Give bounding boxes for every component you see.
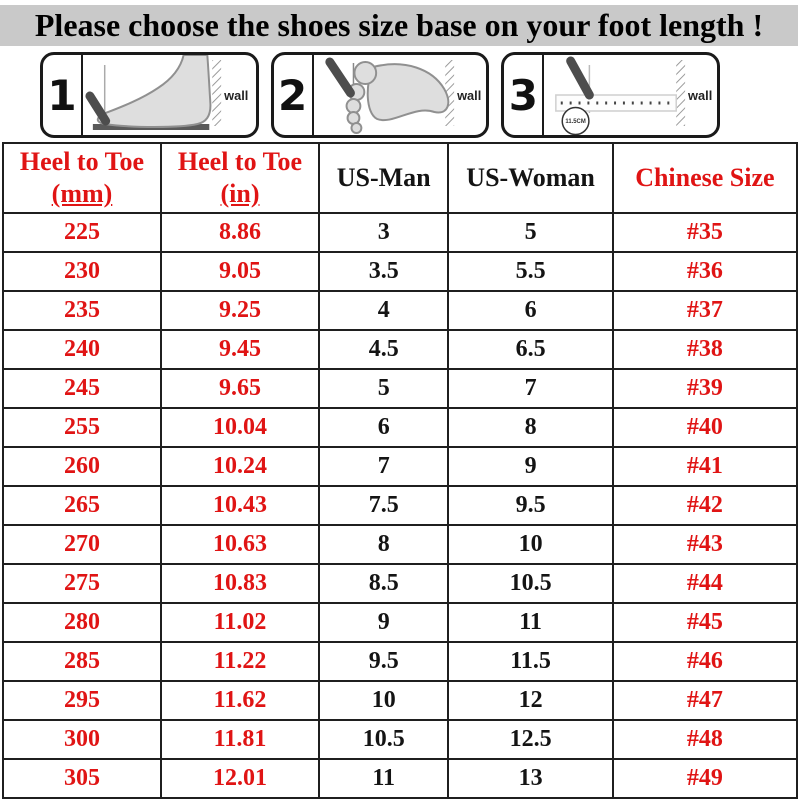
wall-label: wall: [688, 87, 713, 104]
cell-heel-mm: 260: [3, 447, 161, 486]
cell-heel-in: 11.22: [161, 642, 319, 681]
cell-heel-in: 12.01: [161, 759, 319, 798]
wall-hatch: [212, 60, 221, 126]
cell-us-man: 3: [319, 213, 448, 252]
size-table-body: [3, 213, 797, 798]
table-row: [3, 408, 797, 447]
cell-heel-mm: 225: [3, 213, 161, 252]
table-row: [3, 525, 797, 564]
cell-heel-in: 9.45: [161, 330, 319, 369]
cell-us-woman: 12: [448, 681, 612, 720]
cell-chinese-size: #48: [613, 720, 797, 759]
cell-chinese-size: #39: [613, 369, 797, 408]
step-3: [501, 52, 720, 138]
cell-us-woman: 5.5: [448, 252, 612, 291]
step-1-art: [83, 55, 256, 135]
cell-heel-in: 10.04: [161, 408, 319, 447]
col-header-us-woman: US-Woman: [448, 143, 612, 213]
page-title: Please choose the shoes size base on your foot length !: [0, 5, 798, 46]
cell-chinese-size: #43: [613, 525, 797, 564]
cell-heel-mm: 270: [3, 525, 161, 564]
table-row: [3, 330, 797, 369]
cell-heel-mm: 230: [3, 252, 161, 291]
step-1: [40, 52, 259, 138]
table-row: [3, 681, 797, 720]
wall-label: wall: [224, 87, 249, 104]
cell-us-woman: 9: [448, 447, 612, 486]
cell-us-man: 10.5: [319, 720, 448, 759]
cell-us-man: 10: [319, 681, 448, 720]
cell-chinese-size: #44: [613, 564, 797, 603]
cell-chinese-size: #45: [613, 603, 797, 642]
cell-heel-in: 9.65: [161, 369, 319, 408]
table-row: [3, 603, 797, 642]
step-2-art: [314, 55, 487, 135]
cell-us-woman: 13: [448, 759, 612, 798]
ruler-measurement-icon: [544, 55, 717, 135]
cell-us-man: 8: [319, 525, 448, 564]
cell-heel-mm: 235: [3, 291, 161, 330]
cell-chinese-size: #37: [613, 291, 797, 330]
cell-us-woman: 8: [448, 408, 612, 447]
cell-us-man: 7.5: [319, 486, 448, 525]
foot-icon: [98, 55, 211, 127]
cell-chinese-size: #41: [613, 447, 797, 486]
toe-icon: [351, 123, 361, 133]
step-2-number: 2: [274, 55, 314, 135]
step-3-number: 3: [504, 55, 544, 135]
cell-us-woman: 6.5: [448, 330, 612, 369]
table-row: [3, 447, 797, 486]
col-header-heel-in: [161, 143, 319, 213]
cell-chinese-size: #35: [613, 213, 797, 252]
cell-chinese-size: #40: [613, 408, 797, 447]
cell-heel-in: 8.86: [161, 213, 319, 252]
table-row: [3, 213, 797, 252]
cell-heel-mm: 300: [3, 720, 161, 759]
foot-side-view-icon: [83, 55, 256, 135]
cell-heel-in: 10.63: [161, 525, 319, 564]
cell-heel-in: 11.02: [161, 603, 319, 642]
cell-heel-mm: 295: [3, 681, 161, 720]
cell-heel-in: 11.62: [161, 681, 319, 720]
table-row: [3, 291, 797, 330]
cell-us-woman: 12.5: [448, 720, 612, 759]
col-header-heel-mm: [3, 143, 161, 213]
table-row: [3, 720, 797, 759]
cell-heel-mm: 280: [3, 603, 161, 642]
cell-heel-in: 10.83: [161, 564, 319, 603]
cell-us-man: 8.5: [319, 564, 448, 603]
cell-us-man: 6: [319, 408, 448, 447]
cell-us-man: 11: [319, 759, 448, 798]
size-table-header: [3, 143, 797, 213]
cell-heel-mm: 305: [3, 759, 161, 798]
cell-heel-in: 10.24: [161, 447, 319, 486]
cell-us-man: 7: [319, 447, 448, 486]
cell-us-woman: 7: [448, 369, 612, 408]
cell-chinese-size: #36: [613, 252, 797, 291]
cell-heel-mm: 245: [3, 369, 161, 408]
foot-sole-icon: [367, 64, 448, 120]
cell-chinese-size: #46: [613, 642, 797, 681]
cell-chinese-size: #47: [613, 681, 797, 720]
step-1-number: 1: [43, 55, 83, 135]
step-2: [271, 52, 490, 138]
header-line2: (in): [220, 179, 260, 208]
table-row: [3, 252, 797, 291]
cell-us-woman: 6: [448, 291, 612, 330]
measurement-steps: [40, 52, 720, 138]
footprint-top-view-icon: [314, 55, 487, 135]
cell-heel-in: 9.05: [161, 252, 319, 291]
wall-label: wall: [456, 87, 481, 104]
cell-us-woman: 11: [448, 603, 612, 642]
cell-us-woman: 9.5: [448, 486, 612, 525]
cell-us-man: 4: [319, 291, 448, 330]
step-3-art: [544, 55, 717, 135]
measure-label: 11.5CM: [565, 118, 587, 126]
cell-us-woman: 10.5: [448, 564, 612, 603]
cell-heel-in: 10.43: [161, 486, 319, 525]
cell-chinese-size: #42: [613, 486, 797, 525]
cell-us-man: 9: [319, 603, 448, 642]
cell-heel-mm: 285: [3, 642, 161, 681]
table-row: [3, 564, 797, 603]
header-row: [3, 143, 797, 213]
cell-chinese-size: #49: [613, 759, 797, 798]
col-header-us-man: US-Man: [319, 143, 448, 213]
wall-hatch: [677, 60, 686, 126]
cell-heel-mm: 255: [3, 408, 161, 447]
cell-heel-in: 9.25: [161, 291, 319, 330]
col-header-chinese-size: Chinese Size: [613, 143, 797, 213]
cell-heel-mm: 275: [3, 564, 161, 603]
cell-us-man: 3.5: [319, 252, 448, 291]
pencil-icon: [329, 62, 350, 93]
header-line2: (mm): [51, 179, 113, 208]
header-line1: Heel to Toe: [19, 146, 145, 176]
table-row: [3, 369, 797, 408]
cell-us-woman: 10: [448, 525, 612, 564]
cell-us-man: 4.5: [319, 330, 448, 369]
cell-heel-in: 11.81: [161, 720, 319, 759]
table-row: [3, 486, 797, 525]
table-row: [3, 759, 797, 798]
cell-us-man: 5: [319, 369, 448, 408]
cell-us-man: 9.5: [319, 642, 448, 681]
pencil-icon: [571, 61, 590, 95]
cell-us-woman: 11.5: [448, 642, 612, 681]
header-line1: Heel to Toe: [177, 146, 303, 176]
cell-us-woman: 5: [448, 213, 612, 252]
cell-heel-mm: 265: [3, 486, 161, 525]
cell-heel-mm: 240: [3, 330, 161, 369]
size-table: [2, 142, 798, 799]
toe-icon: [346, 99, 360, 113]
big-toe-icon: [354, 62, 376, 84]
cell-chinese-size: #38: [613, 330, 797, 369]
table-row: [3, 642, 797, 681]
